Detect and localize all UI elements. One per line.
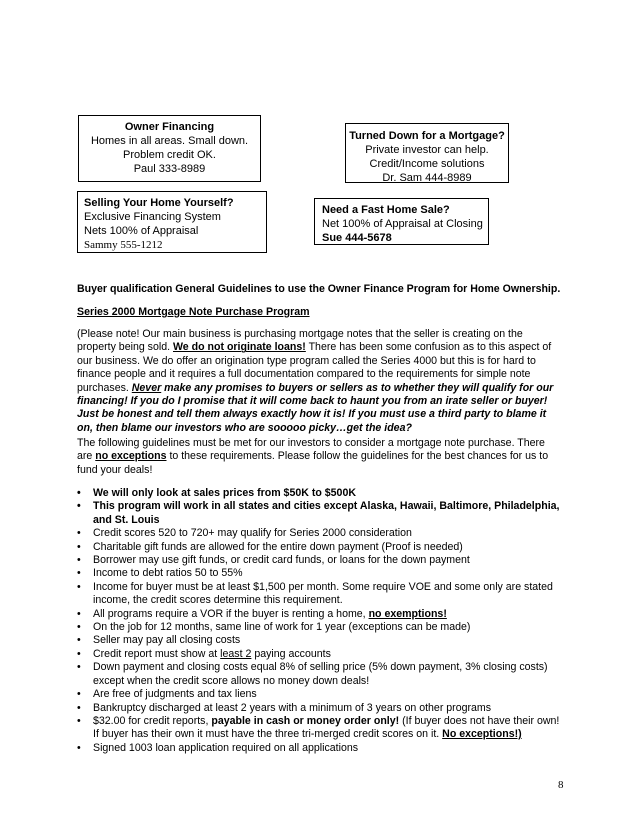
ad-line: Credit/Income solutions bbox=[369, 158, 485, 170]
list-item bbox=[77, 715, 562, 742]
list-item-text: Income to debt ratios 50 to 55% bbox=[93, 567, 243, 580]
ad-fast-sale bbox=[314, 198, 489, 245]
ad-line: Problem credit OK. bbox=[123, 149, 216, 161]
intro-paragraph bbox=[77, 328, 562, 435]
list-item-text: Income for buyer must be at least $1,500 per month. Some require VOE and some only are stated income, the credit scores determine this requirement. bbox=[93, 580, 553, 607]
list-item bbox=[77, 527, 562, 540]
bullet-icon: • bbox=[77, 688, 81, 701]
guidelines-paragraph bbox=[77, 437, 562, 477]
ad-line: Net 100% of Appraisal at Closing bbox=[322, 218, 483, 230]
ad-selling-yourself bbox=[77, 191, 267, 253]
ad-line: Sue 444-5678 bbox=[322, 232, 392, 244]
text-run: The following guidelines must be met for our investors to consider a mortgage note purchase. There are bbox=[77, 437, 545, 463]
list-item-text: Are free of judgments and tax liens bbox=[93, 688, 257, 701]
ad-owner-financing bbox=[78, 115, 261, 182]
bullet-icon: • bbox=[77, 580, 81, 593]
list-item-text: This program will work in all states and cities except Alaska, Hawaii, Baltimore, Philadelphia, and St. Louis bbox=[93, 500, 560, 526]
list-item-text: Borrower may use gift funds, or credit card funds, or loans for the down payment bbox=[93, 554, 470, 567]
list-item bbox=[77, 688, 562, 701]
bullet-icon: • bbox=[77, 567, 81, 580]
text-run: to these requirements. Please follow the guidelines for the best chances for us to fund your deals! bbox=[77, 450, 549, 476]
list-item-text: $32.00 for credit reports, bbox=[93, 714, 212, 727]
emphasis-text: no exceptions bbox=[95, 450, 167, 463]
bullet-icon: • bbox=[77, 634, 81, 647]
bullet-icon: • bbox=[77, 540, 81, 553]
list-item-text: Charitable gift funds are allowed for the entire down payment (Proof is needed) bbox=[93, 540, 463, 553]
bullet-icon: • bbox=[77, 554, 81, 567]
ad-line: Paul 333-8989 bbox=[133, 163, 206, 175]
list-item bbox=[77, 648, 562, 661]
list-item bbox=[77, 661, 562, 688]
emphasis-text: least 2 bbox=[220, 647, 252, 660]
page-number: 8 bbox=[558, 779, 564, 791]
bullet-icon: • bbox=[77, 661, 81, 674]
emphasis-text: No exceptions!) bbox=[442, 728, 522, 741]
list-item bbox=[77, 621, 562, 634]
program-title: Series 2000 Mortgage Note Purchase Program bbox=[77, 306, 310, 318]
bullet-icon: • bbox=[77, 527, 81, 540]
list-item bbox=[77, 487, 562, 500]
list-item-text: Credit scores 520 to 720+ may qualify for Series 2000 consideration bbox=[93, 527, 412, 540]
emphasis-text: no exemptions! bbox=[368, 607, 447, 620]
ad-title: Owner Financing bbox=[124, 121, 215, 133]
emphasis-text: We do not originate loans! bbox=[173, 341, 306, 354]
ad-line: Homes in all areas. Small down. bbox=[90, 135, 249, 147]
ad-line: Nets 100% of Appraisal bbox=[84, 225, 199, 237]
ad-line: Private investor can help. bbox=[365, 144, 489, 156]
list-item-text: All programs require a VOR if the buyer is renting a home, bbox=[93, 607, 369, 620]
list-item-text: Credit report must show at bbox=[93, 647, 221, 660]
list-item bbox=[77, 702, 562, 715]
emphasis-text: payable in cash or money order only! bbox=[211, 714, 400, 727]
list-item-text: Seller may pay all closing costs bbox=[93, 634, 241, 647]
text-run: (Please note! Our main business is purchasing mortgage notes that the seller is creating on the property being sold. bbox=[77, 328, 523, 354]
ad-title: Selling Your Home Yourself? bbox=[84, 197, 234, 209]
bullet-icon: • bbox=[77, 607, 81, 620]
list-item-text: On the job for 12 months, same line of work for 1 year (exceptions can be made) bbox=[93, 621, 471, 634]
emphasis-text: make any promises to buyers or sellers as to whether they will qualify for our financing! If you do I promise that it will come back to haunt you from an irate seller or buyer! Just be honest and tell them always exactly how it is! If you must use a third party to blame it on, then blame our investors who are sooooo picky…get the idea? bbox=[77, 381, 554, 434]
list-item-text: Bankruptcy discharged at least 2 years with a minimum of 3 years on other programs bbox=[93, 701, 492, 714]
text-run: There has been some confusion as to this aspect of our business. We do offer an origination type program called the Series 4000 but this is for hard to finance people and it requires a full documentation compared to the requirements for simple note purchases. bbox=[77, 341, 552, 394]
ad-title: Turned Down for a Mortgage? bbox=[349, 130, 505, 142]
list-item-text: (If buyer does not have their own! If buyer has their own it must have the three tri-merged credit scores on it. bbox=[93, 714, 560, 741]
section-heading: Buyer qualification General Guidelines to use the Owner Finance Program for Home Ownership. bbox=[77, 283, 561, 295]
list-item bbox=[77, 581, 562, 608]
guidelines-list bbox=[77, 487, 562, 755]
ad-title: Need a Fast Home Sale? bbox=[322, 204, 450, 216]
list-item-text: Signed 1003 loan application required on all applications bbox=[93, 741, 359, 754]
ad-line: Exclusive Financing System bbox=[84, 211, 221, 223]
list-item bbox=[77, 634, 562, 647]
list-item-text: paying accounts bbox=[251, 647, 331, 660]
bullet-icon: • bbox=[77, 621, 81, 634]
list-item-text: Down payment and closing costs equal 8% of selling price (5% down payment, 3% closing costs) except when the credit score allows no money down deals! bbox=[93, 661, 548, 687]
list-item bbox=[77, 567, 562, 580]
list-item bbox=[77, 742, 562, 755]
bullet-icon: • bbox=[77, 500, 81, 513]
ad-line: Sammy 555-1212 bbox=[84, 239, 163, 251]
bullet-icon: • bbox=[77, 714, 81, 727]
list-item bbox=[77, 500, 562, 527]
list-item bbox=[77, 554, 562, 567]
ad-turned-down bbox=[345, 123, 509, 183]
list-item-text: We will only look at sales prices from $50K to $500K bbox=[93, 487, 356, 499]
bullet-icon: • bbox=[77, 741, 81, 754]
ad-line: Dr. Sam 444-8989 bbox=[382, 172, 472, 184]
bullet-icon: • bbox=[77, 487, 81, 499]
list-item bbox=[77, 541, 562, 554]
list-item bbox=[77, 608, 562, 621]
bullet-icon: • bbox=[77, 701, 81, 714]
bullet-icon: • bbox=[77, 647, 81, 660]
emphasis-text: Never bbox=[131, 381, 162, 394]
